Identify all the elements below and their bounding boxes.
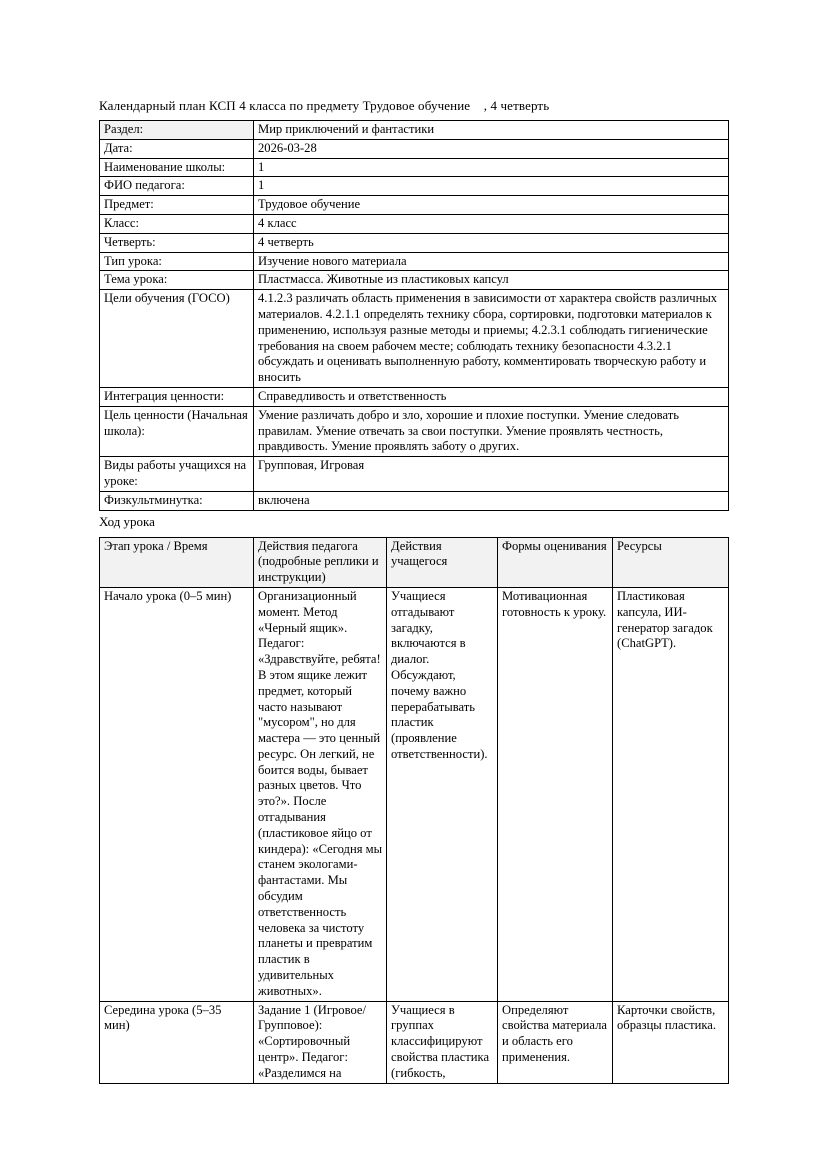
column-header-resources: Ресурсы [613, 537, 729, 587]
info-value: Умение различать добро и зло, хорошие и плохие поступки. Умение следовать правилам. Умение отвечать за свои поступки. Умение проявлять честность, правдивость. Умение проявлять заботу о других. [254, 406, 729, 456]
cell-student-actions: Учащиеся в группах классифицируют свойства пластика (гибкость, [387, 1001, 498, 1083]
table-row [100, 177, 729, 196]
info-label: Класс: [100, 214, 254, 233]
info-value: Изучение нового материала [254, 252, 729, 271]
column-header-stage: Этап урока / Время [100, 537, 254, 587]
info-label: Физкультминутка: [100, 491, 254, 510]
info-value: Справедливость и ответственность [254, 387, 729, 406]
info-label: ФИО педагога: [100, 177, 254, 196]
info-label: Четверть: [100, 233, 254, 252]
lesson-info-table [99, 120, 729, 511]
info-label: Наименование школы: [100, 158, 254, 177]
cell-teacher-actions: Организационный момент. Метод «Черный ящик». Педагог: «Здравствуйте, ребята! В этом ящике лежит предмет, который часто называют "мусором", но для мастера — это ценный ресурс. Он легкий, не боится воды, бывает разных цветов. Что это?». После отгадывания (пластиковое яйцо от киндера): «Сегодня мы станем экологами-фантастами. Мы обсудим ответственность человека за чистоту планеты и превратим пластик в удивительных животных». [254, 587, 387, 1001]
table-row [100, 233, 729, 252]
cell-stage: Середина урока (5–35 мин) [100, 1001, 254, 1083]
info-value: 4 четверть [254, 233, 729, 252]
table-row [100, 196, 729, 215]
cell-resources: Карточки свойств, образцы пластика. [613, 1001, 729, 1083]
table-row [100, 139, 729, 158]
table-row [100, 491, 729, 510]
table-header-row [100, 537, 729, 587]
page-title: Календарный план КСП 4 класса по предмету Трудовое обучение , 4 четверть [99, 98, 550, 113]
cell-resources: Пластиковая капсула, ИИ-генератор загадок (ChatGPT). [613, 587, 729, 1001]
lesson-flow-caption: Ход урока [99, 513, 155, 529]
column-header-assessment: Формы оценивания [498, 537, 613, 587]
info-label: Тип урока: [100, 252, 254, 271]
table-row [100, 158, 729, 177]
info-value: Групповая, Игровая [254, 457, 729, 492]
info-label: Предмет: [100, 196, 254, 215]
cell-assessment: Мотивационная готовность к уроку. [498, 587, 613, 1001]
info-value: 4 класс [254, 214, 729, 233]
cell-stage: Начало урока (0–5 мин) [100, 587, 254, 1001]
table-row [100, 121, 729, 140]
lesson-flow-table [99, 537, 729, 1084]
info-value: 2026-03-28 [254, 139, 729, 158]
lesson-flow-head [100, 537, 729, 587]
table-row [100, 214, 729, 233]
info-label: Тема урока: [100, 271, 254, 290]
lesson-info-body [100, 121, 729, 511]
column-header-teacher-actions: Действия педагога (подробные реплики и инструкции) [254, 537, 387, 587]
table-row [100, 252, 729, 271]
lesson-flow-body [100, 587, 729, 1083]
info-value: 1 [254, 158, 729, 177]
info-label: Цели обучения (ГОСО) [100, 290, 254, 388]
cell-teacher-actions: Задание 1 (Игровое/Групповое): «Сортировочный центр». Педагог: «Разделимся на [254, 1001, 387, 1083]
info-value: Трудовое обучение [254, 196, 729, 215]
info-value: включена [254, 491, 729, 510]
table-row [100, 387, 729, 406]
info-label: Дата: [100, 139, 254, 158]
table-row [100, 290, 729, 388]
column-header-student-actions: Действия учащегося [387, 537, 498, 587]
info-label: Виды работы учащихся на уроке: [100, 457, 254, 492]
info-value: 4.1.2.3 различать область применения в зависимости от характера свойств различных материалов. 4.2.1.1 определять технику сбора, сортировки, подготовки материалов к применению, используя разные методы и приемы; 4.2.3.1 соблюдать гигиенические требования на своем рабочем месте; соблюдать технику безопасности 4.3.2.1 обсуждать и оценивать выполненную работу, комментировать творческую работу и вносить [254, 290, 729, 388]
info-value: 1 [254, 177, 729, 196]
info-value: Мир приключений и фантастики [254, 121, 729, 140]
info-label: Цель ценности (Начальная школа): [100, 406, 254, 456]
info-label: Интеграция ценности: [100, 387, 254, 406]
info-value: Пластмасса. Животные из пластиковых капсул [254, 271, 729, 290]
table-row [100, 587, 729, 1001]
table-row [100, 271, 729, 290]
table-row [100, 1001, 729, 1083]
info-label: Раздел: [100, 121, 254, 140]
cell-assessment: Определяют свойства материала и область его применения. [498, 1001, 613, 1083]
cell-student-actions: Учащиеся отгадывают загадку, включаются в диалог. Обсуждают, почему важно перерабатывать пластик (проявление ответственности). [387, 587, 498, 1001]
table-row [100, 457, 729, 492]
table-row [100, 406, 729, 456]
